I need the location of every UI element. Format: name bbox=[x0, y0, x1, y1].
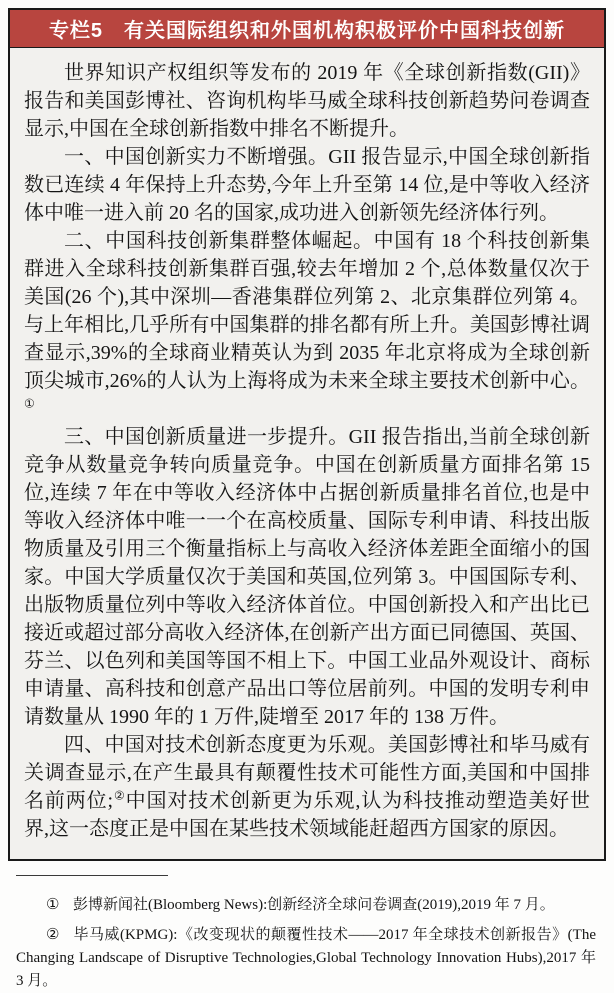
box-title: 专栏5 有关国际组织和外国机构积极评价中国科技创新 bbox=[48, 20, 566, 42]
box-paragraph: 世界知识产权组织等发布的 2019 年《全球创新指数(GII)》报告和美国彭博社、咨询机构毕马威全球科技创新趋势问卷调查显示,中国在全球创新指数中排名不断提升。 bbox=[24, 62, 590, 140]
footnote-item bbox=[12, 894, 598, 917]
box-paragraph: 四、中国对技术创新态度更为乐观。美国彭博社和毕马威有关调查显示,在产生最具有颠覆性技术可能性方面,美国和中国排名前两位;②中国对技术创新更为乐观,认为科技推动塑造美好世界,这一态度正是中国在某些技术领域能赶超西方国家的原因。 bbox=[24, 734, 591, 840]
footnote-marker: ② bbox=[46, 927, 60, 943]
footnote-text: 彭博新闻社(Bloomberg News):创新经济全球问卷调查(2019),2019 年 7 月。 bbox=[72, 897, 555, 913]
box-paragraph: 三、中国创新质量进一步提升。GII 报告指出,当前全球创新竞争从数量竞争转向质量竞争。中国在创新质量方面排名第 15 位,连续 7 年在中等收入经济体中占据创新质量排名首位,也是中等收入经济体中唯一一个在高校质量、国际专利申请、科技出版物质量及引用三个衡量指标上与高收入经济体差距全面缩小的国家。中国大学质量仅次于美国和英国,位列第 3。中国国际专利、出版物质量位列中等收入经济体首位。中国创新投入和产出比已接近或超过部分高收入经济体,在创新产出方面已同德国、英国、芬兰、以色列和美国等国不相上下。中国工业品外观设计、商标申请量、高科技和创意产品出口等位居前列。中国的发明专利申请数量从 1990 年的 1 万件,陡增至 2017 年的 138 万件。 bbox=[24, 426, 590, 728]
footnote-text: 毕马威(KPMG):《改变现状的颠覆性技术——2017 年全球技术创新报告》(The Changing Landscape of Disruptive Technologies,Global Technology Innovation Hubs),2017 年 3 月。 bbox=[16, 927, 596, 989]
box-paragraph: 一、中国创新实力不断增强。GII 报告显示,中国全球创新指数已连续 4 年保持上升态势,今年上升至第 14 位,是中等收入经济体中唯一进入前 20 名的国家,成功进入创新领先经济体行列。 bbox=[24, 146, 590, 224]
footnote-list bbox=[12, 894, 598, 993]
footnote-item bbox=[12, 924, 598, 993]
footnotes-section bbox=[12, 875, 598, 993]
footnote-ref: ① bbox=[24, 396, 35, 411]
footnote-separator bbox=[16, 875, 168, 876]
box-paragraph: 二、中国科技创新集群整体崛起。中国有 18 个科技创新集群进入全球科技创新集群百强,较去年增加 2 个,总体数量仅次于美国(26 个),其中深圳—香港集群位列第 2、北京集群位列第 4。与上年相比,几乎所有中国集群的排名都有所上升。美国彭博社调查显示,39%的全球商业精英认为到 2035 年北京将成为全球创新顶尖城市,26%的人认为上海将成为未来全球主要技术创新中心。① bbox=[24, 230, 590, 411]
footnote-ref: ② bbox=[113, 788, 126, 803]
footnote-marker: ① bbox=[46, 897, 60, 913]
box-title-banner bbox=[10, 10, 604, 48]
box-body bbox=[10, 48, 604, 859]
column-box bbox=[8, 8, 606, 861]
